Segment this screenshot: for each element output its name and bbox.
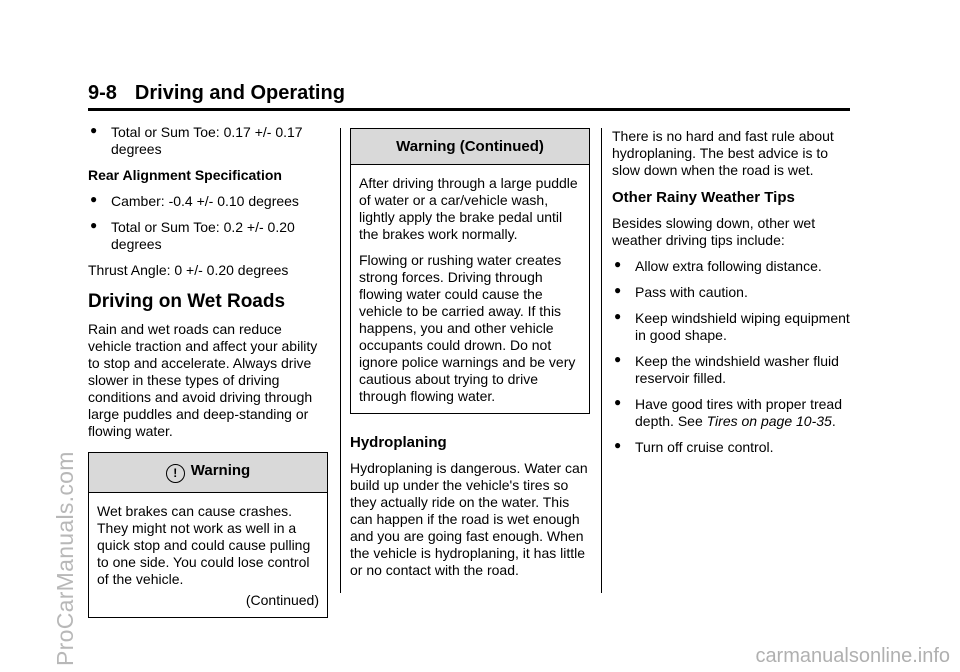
bullet-icon: ● [90, 192, 98, 206]
section-title: Driving and Operating [134, 82, 345, 104]
bullet-icon: ● [614, 352, 622, 366]
rear-alignment-heading: Rear Alignment Specification [88, 167, 282, 183]
bullet-icon: ● [614, 257, 622, 271]
list-item: ● Keep windshield wiping equipment in good shape. [614, 309, 850, 343]
column-2 [350, 128, 590, 588]
warning-box [88, 452, 328, 618]
column-3 [612, 128, 852, 465]
list-item: ● Turn off cruise control. [614, 438, 774, 455]
warning-continued-title: Warning (Continued) [351, 129, 589, 165]
bullet-icon: ● [614, 283, 622, 297]
column-divider-2 [601, 128, 602, 593]
warning-icon: ! [166, 464, 185, 483]
hydroplaning-paragraph: Hydroplaning is dangerous. Water can build up under the vehicle's tires so they actually ride on the water. This can happen if the road is wet enough and you are going fast enough. When the vehicle is hydroplaning, it has little or no contact with the road. [350, 460, 588, 578]
warning-body [89, 493, 327, 617]
list-item: ● Allow extra following distance. [614, 257, 822, 274]
warning-text: Wet brakes can cause crashes. They might not work as well in a quick stop and could cause pulling to one side. You could lose control of the vehicle. [97, 503, 311, 587]
hydroplaning-heading: Hydroplaning [350, 434, 447, 451]
list-item: ● Keep the windshield washer fluid reservoir filled. [614, 352, 839, 386]
column-1 [88, 124, 328, 618]
side-watermark: ProCarManuals.com [52, 451, 78, 666]
page-number: 9-8 [88, 82, 117, 104]
bullet-icon: ● [90, 218, 98, 232]
bottom-watermark: carmanualsonline.info [755, 645, 950, 667]
continued-label: (Continued) [245, 592, 319, 608]
bullet-icon: ● [614, 309, 622, 323]
list-item: ● Pass with caution. [614, 283, 748, 300]
list-item: ● Total or Sum Toe: 0.2 +/- 0.20 degrees [90, 218, 295, 252]
bullet-icon: ● [90, 123, 98, 137]
rainy-tips-heading: Other Rainy Weather Tips [612, 189, 795, 206]
column-divider-1 [340, 128, 341, 593]
warning-paragraph-2: Flowing or rushing water creates strong forces. Driving through flowing water could cause the vehicle to be carried away. If this happens, you and other vehicle occupants could drown. Do not ignore police warnings and be very cautious about trying to drive through flowing water. [359, 252, 576, 404]
wet-roads-heading: Driving on Wet Roads [88, 291, 286, 312]
thrust-angle: Thrust Angle: 0 +/- 0.20 degrees [88, 262, 289, 278]
warning-continued-body [351, 165, 589, 413]
warning-continued-box [350, 128, 590, 414]
warning-paragraph-1: After driving through a large puddle of water or a car/vehicle wash, lightly apply the brake pedal until the brakes work normally. [359, 175, 578, 242]
bullet-icon: ● [614, 395, 622, 409]
tires-reference-link[interactable]: Tires on page 10-35 [706, 413, 832, 429]
hydroplaning-advice: There is no hard and fast rule about hydroplaning. The best advice is to slow down when the road is wet. [612, 128, 834, 178]
list-item: ● Have good tires with proper tread depth. See Tires on page 10-35. [614, 395, 842, 429]
page-header [88, 82, 850, 111]
bullet-icon: ● [614, 438, 622, 452]
warning-title: ! Warning [89, 453, 327, 493]
list-item: ● Camber: -0.4 +/- 0.10 degrees [90, 192, 299, 209]
rainy-tips-intro: Besides slowing down, other wet weather driving tips include: [612, 215, 816, 248]
list-item: ● Total or Sum Toe: 0.17 +/- 0.17 degrees [90, 123, 303, 157]
wet-roads-paragraph: Rain and wet roads can reduce vehicle traction and affect your ability to stop and accelerate. Always drive slower in these types of driving conditions and avoid driving through large puddles and deep-standing or flowing water. [88, 321, 318, 439]
